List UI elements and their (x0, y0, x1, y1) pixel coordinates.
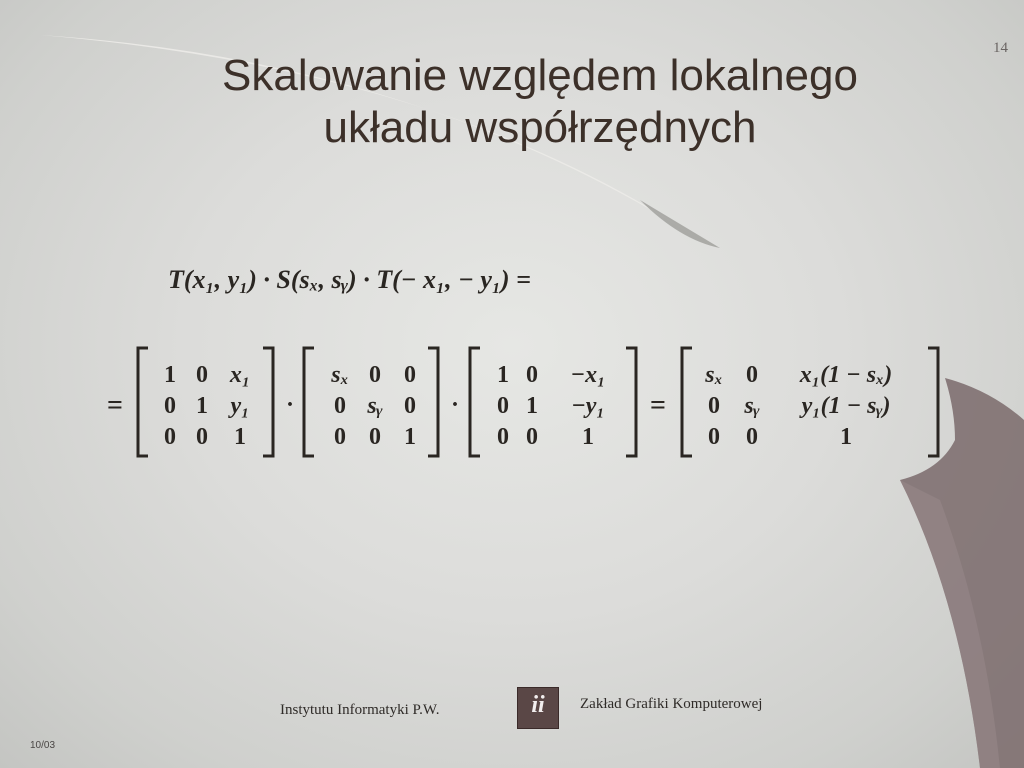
matrix-result-cell: x₁(1 − sₓ) (799, 362, 893, 388)
matrix-scale-left-bracket (304, 348, 314, 456)
matrix-translate-cell: 1 (164, 362, 176, 388)
slide-date: 10/03 (30, 740, 56, 751)
matrix-translate-cell: 1 (234, 424, 246, 450)
matrix-scale-cell: 0 (334, 424, 346, 450)
matrix-translate-back-cell: 1 (526, 393, 538, 419)
matrix-result-cell: 0 (708, 424, 720, 450)
matrix-scale-right-bracket (428, 348, 438, 456)
matrix-result-cell: 0 (746, 424, 758, 450)
formula-line-1: T(x₁, y₁) · S(sₓ, sᵧ) · T(− x₁, − y₁) = (168, 265, 531, 294)
matrix-translate-back-cell: 1 (582, 424, 594, 450)
matrix-translate-back-cell: 0 (497, 393, 509, 419)
title-line-2: układu współrzędnych (323, 103, 757, 152)
equals-sign: = (650, 390, 666, 421)
matrix-translate-back-cell: 0 (526, 424, 538, 450)
matrix-translate-cell: 0 (164, 393, 176, 419)
matrix-scale-cell: sᵧ (367, 393, 383, 419)
dot-operator: · (450, 392, 460, 418)
matrix-translate-back-cell: −y₁ (571, 393, 605, 419)
matrix-translate-cell: 0 (164, 424, 176, 450)
matrix-result-cell: y₁(1 − sᵧ) (801, 393, 891, 419)
footer-institute: Instytutu Informatyki P.W. (280, 702, 440, 718)
matrix-translate-cell: x₁ (229, 362, 251, 388)
matrix-translate-back-left-bracket (470, 348, 480, 456)
matrix-scale-cell: 1 (404, 424, 416, 450)
matrix-result-cell: 1 (840, 424, 852, 450)
matrix-scale-cell: 0 (369, 424, 381, 450)
dot-operator: · (285, 392, 295, 418)
page-number: 14 (993, 40, 1008, 56)
matrix-product (107, 348, 938, 456)
matrix-result-cell: sₓ (705, 362, 723, 388)
matrix-result-cell: 0 (708, 393, 720, 419)
matrix-translate-cell: 0 (196, 424, 208, 450)
matrix-translate-back-cell: 0 (526, 362, 538, 388)
matrix-result-left-bracket (682, 348, 692, 456)
matrix-scale-cell: 0 (404, 362, 416, 388)
matrix-result-cell: 0 (746, 362, 758, 388)
logo-text: ii (531, 692, 545, 718)
matrix-result-cell: sᵧ (744, 393, 760, 419)
matrix-translate-left-bracket (138, 348, 148, 456)
matrix-translate-back-cell: −x₁ (570, 362, 606, 388)
matrix-scale-cell: 0 (404, 393, 416, 419)
matrix-translate-right-bracket (263, 348, 273, 456)
matrix-scale-cell: 0 (334, 393, 346, 419)
institute-logo (517, 687, 559, 729)
footer-department: Zakład Grafiki Komputerowej (580, 696, 763, 712)
matrix-translate-back-cell: 0 (497, 424, 509, 450)
matrix-scale-cell: 0 (369, 362, 381, 388)
matrix-translate-cell: 1 (196, 393, 208, 419)
matrix-translate-cell: y₁ (230, 393, 250, 419)
matrix-scale-cell: sₓ (331, 362, 349, 388)
matrix-translate-cell: 0 (196, 362, 208, 388)
matrix-result-right-bracket (928, 348, 938, 456)
matrix-translate-back-cell: 1 (497, 362, 509, 388)
equals-sign: = (107, 390, 123, 421)
title-line-1: Skalowanie względem lokalnego (222, 51, 858, 100)
matrix-translate-back-right-bracket (626, 348, 636, 456)
